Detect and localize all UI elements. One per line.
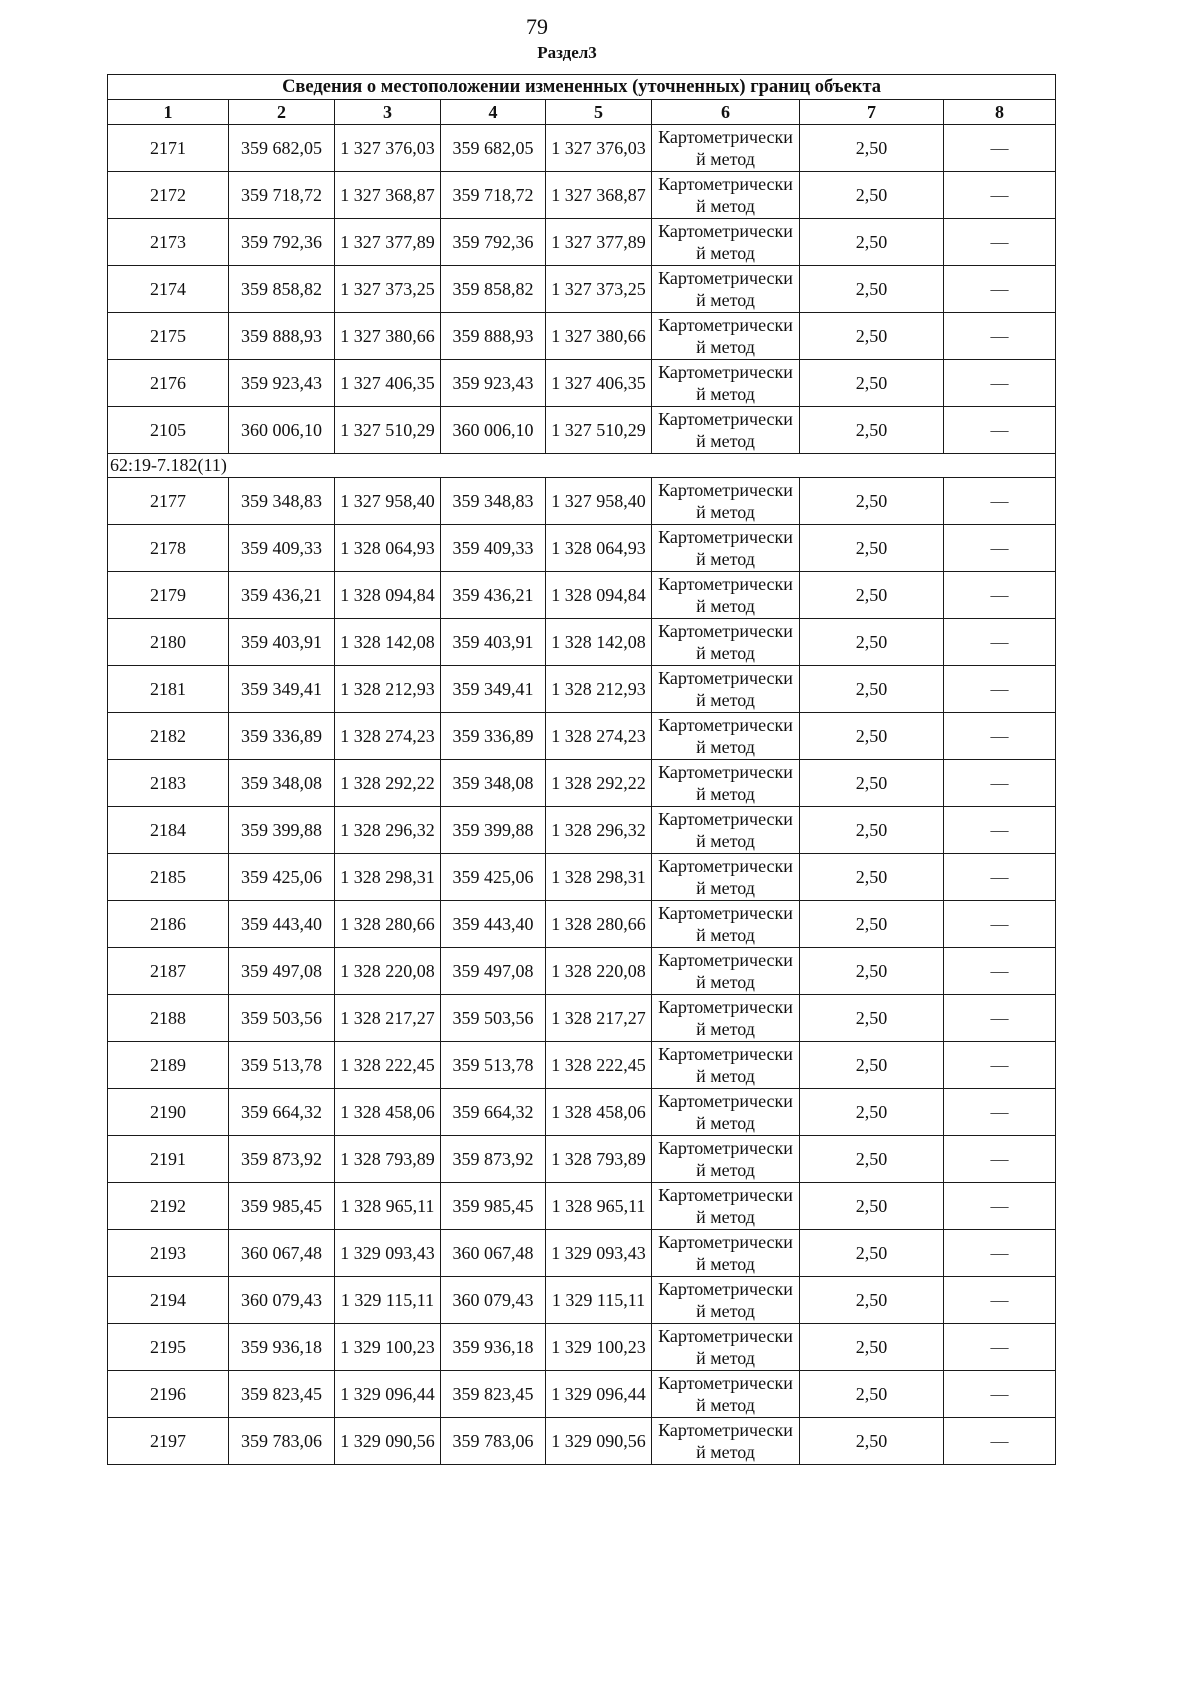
refined-x-cell: 359 336,89 [441,713,546,760]
refined-y-cell: 1 328 298,31 [546,854,652,901]
accuracy-cell: 2,50 [800,1324,944,1371]
table-row [108,407,1056,454]
refined-x-cell: 359 443,40 [441,901,546,948]
existing-x-cell: 359 409,33 [229,525,335,572]
method-cell: Картометрически й метод [652,172,800,219]
marker-description-cell: — [944,1042,1056,1089]
method-cell: Картометрически й метод [652,760,800,807]
refined-x-cell: 359 783,06 [441,1418,546,1465]
existing-y-cell: 1 328 094,84 [335,572,441,619]
existing-y-cell: 1 328 142,08 [335,619,441,666]
marker-description-cell: — [944,1136,1056,1183]
refined-y-cell: 1 329 100,23 [546,1324,652,1371]
existing-y-cell: 1 329 093,43 [335,1230,441,1277]
method-cell: Картометрически й метод [652,1418,800,1465]
marker-description-cell: — [944,125,1056,172]
refined-x-cell: 359 503,56 [441,995,546,1042]
column-number-row [108,100,1056,125]
marker-description-cell: — [944,807,1056,854]
accuracy-cell: 2,50 [800,1136,944,1183]
existing-x-cell: 359 923,43 [229,360,335,407]
refined-y-cell: 1 327 958,40 [546,478,652,525]
method-cell: Картометрически й метод [652,995,800,1042]
marker-description-cell: — [944,619,1056,666]
refined-y-cell: 1 329 115,11 [546,1277,652,1324]
table-row [108,266,1056,313]
method-cell: Картометрически й метод [652,666,800,713]
marker-description-cell: — [944,525,1056,572]
column-number: 8 [944,100,1056,125]
accuracy-cell: 2,50 [800,666,944,713]
existing-x-cell: 359 873,92 [229,1136,335,1183]
column-number: 6 [652,100,800,125]
column-number: 1 [108,100,229,125]
point-id-cell: 2172 [108,172,229,219]
point-id-cell: 2194 [108,1277,229,1324]
table-caption: Сведения о местоположении измененных (уточненных) границ объекта [108,75,1056,100]
table-row [108,1136,1056,1183]
refined-x-cell: 359 349,41 [441,666,546,713]
table-row [108,1418,1056,1465]
refined-x-cell: 359 682,05 [441,125,546,172]
table-caption-row [108,75,1056,100]
accuracy-cell: 2,50 [800,760,944,807]
marker-description-cell: — [944,1371,1056,1418]
existing-y-cell: 1 327 377,89 [335,219,441,266]
marker-description-cell: — [944,1183,1056,1230]
method-cell: Картометрически й метод [652,1230,800,1277]
column-number: 2 [229,100,335,125]
method-cell: Картометрически й метод [652,807,800,854]
existing-x-cell: 359 823,45 [229,1371,335,1418]
refined-x-cell: 359 985,45 [441,1183,546,1230]
column-number: 4 [441,100,546,125]
refined-y-cell: 1 328 296,32 [546,807,652,854]
point-id-cell: 2176 [108,360,229,407]
point-id-cell: 2193 [108,1230,229,1277]
existing-y-cell: 1 328 064,93 [335,525,441,572]
point-id-cell: 2185 [108,854,229,901]
point-id-cell: 2105 [108,407,229,454]
refined-x-cell: 359 348,83 [441,478,546,525]
accuracy-cell: 2,50 [800,360,944,407]
refined-y-cell: 1 328 274,23 [546,713,652,760]
existing-x-cell: 360 079,43 [229,1277,335,1324]
existing-x-cell: 359 792,36 [229,219,335,266]
point-id-cell: 2173 [108,219,229,266]
existing-x-cell: 359 985,45 [229,1183,335,1230]
table-row [108,478,1056,525]
accuracy-cell: 2,50 [800,407,944,454]
refined-x-cell: 359 936,18 [441,1324,546,1371]
marker-description-cell: — [944,1418,1056,1465]
point-id-cell: 2177 [108,478,229,525]
refined-y-cell: 1 327 376,03 [546,125,652,172]
existing-y-cell: 1 328 274,23 [335,713,441,760]
existing-y-cell: 1 328 222,45 [335,1042,441,1089]
table-row [108,948,1056,995]
column-number: 7 [800,100,944,125]
existing-y-cell: 1 327 368,87 [335,172,441,219]
refined-y-cell: 1 328 094,84 [546,572,652,619]
refined-y-cell: 1 328 458,06 [546,1089,652,1136]
accuracy-cell: 2,50 [800,995,944,1042]
refined-y-cell: 1 327 406,35 [546,360,652,407]
refined-x-cell: 359 823,45 [441,1371,546,1418]
refined-y-cell: 1 327 373,25 [546,266,652,313]
method-cell: Картометрически й метод [652,901,800,948]
accuracy-cell: 2,50 [800,172,944,219]
marker-description-cell: — [944,313,1056,360]
refined-x-cell: 359 664,32 [441,1089,546,1136]
accuracy-cell: 2,50 [800,713,944,760]
method-cell: Картометрически й метод [652,125,800,172]
existing-y-cell: 1 328 280,66 [335,901,441,948]
point-id-cell: 2175 [108,313,229,360]
refined-x-cell: 359 399,88 [441,807,546,854]
table-row [108,995,1056,1042]
marker-description-cell: — [944,360,1056,407]
method-cell: Картометрически й метод [652,1277,800,1324]
point-id-cell: 2182 [108,713,229,760]
method-cell: Картометрически й метод [652,525,800,572]
existing-x-cell: 359 503,56 [229,995,335,1042]
existing-x-cell: 359 425,06 [229,854,335,901]
section-title: Раздел3 [537,43,597,62]
refined-x-cell: 359 858,82 [441,266,546,313]
point-id-cell: 2189 [108,1042,229,1089]
method-cell: Картометрически й метод [652,1136,800,1183]
table-row [108,854,1056,901]
table-row [108,1371,1056,1418]
parcel-label: 62:19-7.182(11) [108,454,1056,478]
accuracy-cell: 2,50 [800,619,944,666]
method-cell: Картометрически й метод [652,713,800,760]
existing-y-cell: 1 327 510,29 [335,407,441,454]
table-row [108,1324,1056,1371]
point-id-cell: 2180 [108,619,229,666]
method-cell: Картометрически й метод [652,360,800,407]
method-cell: Картометрически й метод [652,948,800,995]
existing-x-cell: 359 513,78 [229,1042,335,1089]
point-id-cell: 2174 [108,266,229,313]
accuracy-cell: 2,50 [800,901,944,948]
point-id-cell: 2197 [108,1418,229,1465]
existing-y-cell: 1 329 115,11 [335,1277,441,1324]
existing-y-cell: 1 328 292,22 [335,760,441,807]
refined-y-cell: 1 328 220,08 [546,948,652,995]
marker-description-cell: — [944,948,1056,995]
table-row [108,666,1056,713]
table-row [108,525,1056,572]
refined-y-cell: 1 327 368,87 [546,172,652,219]
refined-y-cell: 1 329 090,56 [546,1418,652,1465]
existing-y-cell: 1 328 458,06 [335,1089,441,1136]
existing-x-cell: 359 349,41 [229,666,335,713]
table-row [108,572,1056,619]
method-cell: Картометрически й метод [652,619,800,666]
point-id-cell: 2171 [108,125,229,172]
marker-description-cell: — [944,1277,1056,1324]
refined-y-cell: 1 329 093,43 [546,1230,652,1277]
accuracy-cell: 2,50 [800,478,944,525]
marker-description-cell: — [944,713,1056,760]
refined-x-cell: 359 792,36 [441,219,546,266]
existing-y-cell: 1 328 298,31 [335,854,441,901]
refined-x-cell: 359 513,78 [441,1042,546,1089]
existing-x-cell: 359 403,91 [229,619,335,666]
marker-description-cell: — [944,219,1056,266]
method-cell: Картометрически й метод [652,219,800,266]
marker-description-cell: — [944,760,1056,807]
existing-x-cell: 360 006,10 [229,407,335,454]
marker-description-cell: — [944,1089,1056,1136]
marker-description-cell: — [944,995,1056,1042]
refined-x-cell: 359 348,08 [441,760,546,807]
point-id-cell: 2181 [108,666,229,713]
refined-y-cell: 1 327 377,89 [546,219,652,266]
boundary-coordinates-table [107,74,1056,1465]
parcel-label-row [108,454,1056,478]
accuracy-cell: 2,50 [800,854,944,901]
method-cell: Картометрически й метод [652,1324,800,1371]
accuracy-cell: 2,50 [800,266,944,313]
existing-y-cell: 1 327 373,25 [335,266,441,313]
existing-y-cell: 1 327 380,66 [335,313,441,360]
table-row [108,713,1056,760]
existing-y-cell: 1 328 793,89 [335,1136,441,1183]
existing-x-cell: 359 436,21 [229,572,335,619]
refined-y-cell: 1 328 292,22 [546,760,652,807]
point-id-cell: 2187 [108,948,229,995]
refined-y-cell: 1 328 965,11 [546,1183,652,1230]
point-id-cell: 2183 [108,760,229,807]
table-row [108,901,1056,948]
method-cell: Картометрически й метод [652,1183,800,1230]
point-id-cell: 2188 [108,995,229,1042]
method-cell: Картометрически й метод [652,1089,800,1136]
table-row [108,619,1056,666]
table-row [108,172,1056,219]
table-row [108,760,1056,807]
existing-y-cell: 1 329 100,23 [335,1324,441,1371]
method-cell: Картометрически й метод [652,266,800,313]
existing-x-cell: 359 399,88 [229,807,335,854]
accuracy-cell: 2,50 [800,219,944,266]
table-row [108,219,1056,266]
table-row [108,125,1056,172]
point-id-cell: 2186 [108,901,229,948]
point-id-cell: 2184 [108,807,229,854]
accuracy-cell: 2,50 [800,1089,944,1136]
table-row [108,1089,1056,1136]
refined-y-cell: 1 328 222,45 [546,1042,652,1089]
table-row [108,1042,1056,1089]
refined-x-cell: 359 888,93 [441,313,546,360]
existing-x-cell: 359 664,32 [229,1089,335,1136]
table-row [108,313,1056,360]
refined-y-cell: 1 328 212,93 [546,666,652,713]
refined-x-cell: 359 425,06 [441,854,546,901]
table-row [108,1230,1056,1277]
existing-y-cell: 1 328 212,93 [335,666,441,713]
marker-description-cell: — [944,854,1056,901]
refined-x-cell: 360 067,48 [441,1230,546,1277]
accuracy-cell: 2,50 [800,1042,944,1089]
marker-description-cell: — [944,666,1056,713]
refined-y-cell: 1 329 096,44 [546,1371,652,1418]
refined-y-cell: 1 327 380,66 [546,313,652,360]
existing-x-cell: 359 348,08 [229,760,335,807]
refined-y-cell: 1 328 217,27 [546,995,652,1042]
existing-x-cell: 359 936,18 [229,1324,335,1371]
existing-x-cell: 359 497,08 [229,948,335,995]
point-id-cell: 2196 [108,1371,229,1418]
accuracy-cell: 2,50 [800,948,944,995]
accuracy-cell: 2,50 [800,525,944,572]
existing-y-cell: 1 328 296,32 [335,807,441,854]
column-number: 5 [546,100,652,125]
marker-description-cell: — [944,266,1056,313]
method-cell: Картометрически й метод [652,313,800,360]
existing-x-cell: 359 336,89 [229,713,335,760]
point-id-cell: 2178 [108,525,229,572]
refined-x-cell: 360 006,10 [441,407,546,454]
point-id-cell: 2192 [108,1183,229,1230]
accuracy-cell: 2,50 [800,572,944,619]
method-cell: Картометрически й метод [652,1371,800,1418]
refined-x-cell: 360 079,43 [441,1277,546,1324]
accuracy-cell: 2,50 [800,1371,944,1418]
point-id-cell: 2195 [108,1324,229,1371]
point-id-cell: 2191 [108,1136,229,1183]
refined-x-cell: 359 497,08 [441,948,546,995]
method-cell: Картометрически й метод [652,572,800,619]
method-cell: Картометрически й метод [652,1042,800,1089]
marker-description-cell: — [944,1324,1056,1371]
existing-y-cell: 1 329 096,44 [335,1371,441,1418]
existing-y-cell: 1 327 376,03 [335,125,441,172]
refined-x-cell: 359 873,92 [441,1136,546,1183]
marker-description-cell: — [944,1230,1056,1277]
existing-y-cell: 1 328 220,08 [335,948,441,995]
refined-x-cell: 359 923,43 [441,360,546,407]
existing-x-cell: 359 348,83 [229,478,335,525]
existing-x-cell: 359 718,72 [229,172,335,219]
method-cell: Картометрически й метод [652,407,800,454]
refined-y-cell: 1 328 064,93 [546,525,652,572]
accuracy-cell: 2,50 [800,313,944,360]
refined-y-cell: 1 327 510,29 [546,407,652,454]
existing-x-cell: 359 682,05 [229,125,335,172]
marker-description-cell: — [944,478,1056,525]
table-row [108,1183,1056,1230]
table-row [108,807,1056,854]
method-cell: Картометрически й метод [652,854,800,901]
existing-y-cell: 1 327 958,40 [335,478,441,525]
refined-x-cell: 359 718,72 [441,172,546,219]
refined-y-cell: 1 328 142,08 [546,619,652,666]
refined-y-cell: 1 328 280,66 [546,901,652,948]
marker-description-cell: — [944,172,1056,219]
accuracy-cell: 2,50 [800,125,944,172]
existing-x-cell: 359 858,82 [229,266,335,313]
accuracy-cell: 2,50 [800,1230,944,1277]
existing-x-cell: 359 888,93 [229,313,335,360]
existing-x-cell: 359 783,06 [229,1418,335,1465]
accuracy-cell: 2,50 [800,807,944,854]
existing-x-cell: 360 067,48 [229,1230,335,1277]
existing-y-cell: 1 327 406,35 [335,360,441,407]
page-number: 79 [526,14,548,39]
column-number: 3 [335,100,441,125]
refined-x-cell: 359 436,21 [441,572,546,619]
marker-description-cell: — [944,901,1056,948]
existing-y-cell: 1 328 965,11 [335,1183,441,1230]
table-row [108,360,1056,407]
existing-y-cell: 1 328 217,27 [335,995,441,1042]
marker-description-cell: — [944,407,1056,454]
refined-x-cell: 359 403,91 [441,619,546,666]
marker-description-cell: — [944,572,1056,619]
accuracy-cell: 2,50 [800,1418,944,1465]
point-id-cell: 2179 [108,572,229,619]
accuracy-cell: 2,50 [800,1183,944,1230]
point-id-cell: 2190 [108,1089,229,1136]
existing-x-cell: 359 443,40 [229,901,335,948]
method-cell: Картометрически й метод [652,478,800,525]
existing-y-cell: 1 329 090,56 [335,1418,441,1465]
table-row [108,1277,1056,1324]
refined-x-cell: 359 409,33 [441,525,546,572]
accuracy-cell: 2,50 [800,1277,944,1324]
refined-y-cell: 1 328 793,89 [546,1136,652,1183]
